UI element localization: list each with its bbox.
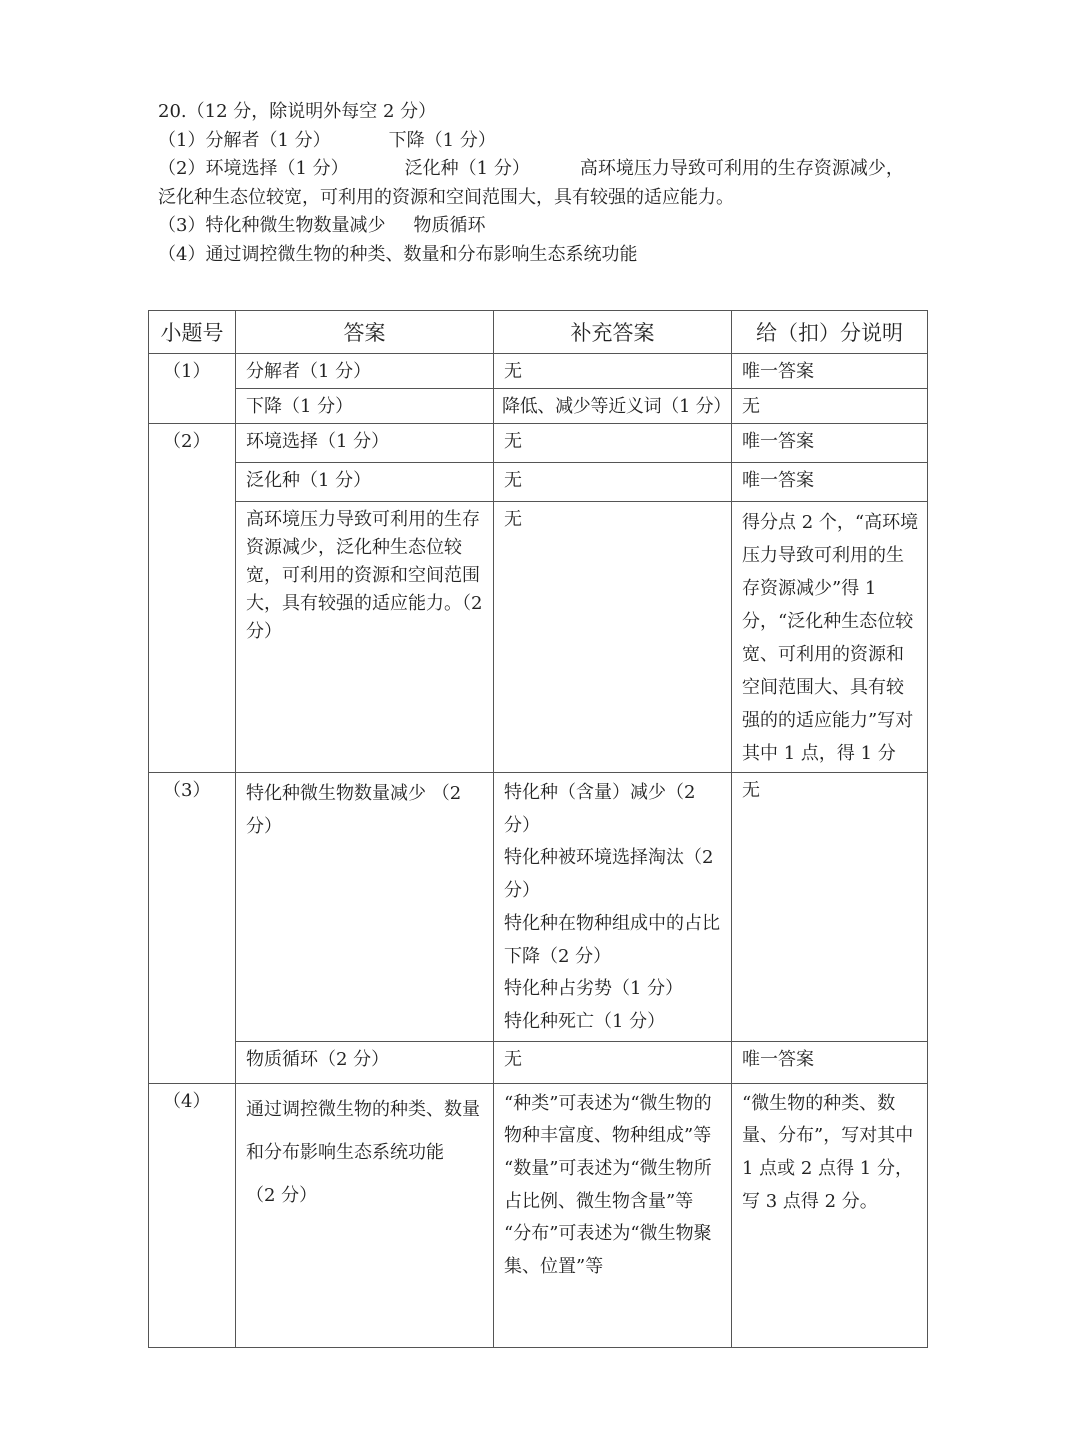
note-cell: 无: [732, 389, 928, 424]
answer-cell: 特化种微生物数量减少 （2 分）: [236, 773, 494, 1042]
supplement-line: 特化种死亡（1 分）: [504, 1010, 666, 1032]
header-supplement: 补充答案: [494, 311, 732, 354]
answer-3a: （3）特化种微生物数量减少: [158, 215, 386, 236]
supplement-line: 特化种被环境选择淘汰（2 分）: [504, 847, 714, 902]
supplement-line: 特化种在物种组成中的占比下降（2 分）: [504, 912, 720, 967]
header-scoring-note: 给（扣）分说明: [732, 311, 928, 354]
answer-1a: （1）分解者（1 分）: [158, 129, 331, 151]
answer-2a: （2）环境选择（1 分）: [158, 158, 349, 179]
table-header-row: [149, 311, 928, 354]
answer-summary: [158, 98, 938, 269]
answer-line-2: [158, 155, 938, 184]
supplement-cell: [494, 1083, 732, 1347]
question-no-4: （4）: [149, 1083, 236, 1347]
supplement-cell: [494, 773, 732, 1042]
question-no-2: （2）: [149, 424, 236, 773]
supplement-cell: 无: [494, 502, 732, 773]
answer-line-1: [158, 127, 938, 156]
supplement-cell: 无: [494, 354, 732, 389]
supplement-line: “数量”可表述为“微生物所占比例、微生物含量”等: [504, 1158, 712, 1212]
answer-2b: 泛化种（1 分）: [404, 158, 530, 179]
question-no-3: （3）: [149, 773, 236, 1084]
note-cell: “微生物的种类、数量、分布”，写对其中 1 点或 2 点得 1 分，写 3 点得 2 分。: [732, 1083, 928, 1347]
note-cell: 唯一答案: [732, 354, 928, 389]
answer-3b: 物质循环: [413, 215, 486, 236]
table-row: [149, 1083, 928, 1347]
table-row: [149, 773, 928, 1042]
answer-line-4: （4）通过调控微生物的种类、数量和分布影响生态系统功能: [158, 243, 638, 265]
answer-cell: 泛化种（1 分）: [236, 463, 494, 502]
answer-cell: 下降（1 分）: [236, 389, 494, 424]
note-cell: 无: [732, 773, 928, 1042]
table-row: [149, 424, 928, 463]
supplement-cell: 降低、减少等近义词（1 分）: [494, 389, 732, 424]
note-cell: 唯一答案: [732, 463, 928, 502]
answer-line: （2 分）: [246, 1184, 318, 1206]
supplement-cell: 无: [494, 463, 732, 502]
note-cell: 唯一答案: [732, 424, 928, 463]
note-cell: 得分点 2 个，“高环境压力导致可利用的生存资源减少”得 1 分，“泛化种生态位较宽、可利用的资源和空间范围大、具有较强的的适应能力”写对其中 1 点，得 1 分: [732, 502, 928, 773]
grading-table: [148, 310, 928, 1348]
supplement-cell: 无: [494, 1041, 732, 1083]
supplement-line: “种类”可表述为“微生物的物种丰富度、物种组成”等: [504, 1092, 712, 1147]
header-question-no: 小题号: [149, 311, 236, 354]
answer-cell: [236, 1083, 494, 1347]
note-cell: 唯一答案: [732, 1041, 928, 1083]
supplement-line: 特化种（含量）减少（2 分）: [504, 782, 696, 836]
question-header: 20.（12 分，除说明外每空 2 分）: [158, 101, 437, 122]
table-row: [149, 502, 928, 773]
answer-cell: 环境选择（1 分）: [236, 424, 494, 463]
table-row: [149, 389, 928, 424]
answer-1b: 下降（1 分）: [388, 129, 496, 151]
answer-line-2-cont: 泛化种生态位较宽，可利用的资源和空间范围大，具有较强的适应能力。: [158, 186, 734, 208]
answer-cell: 物质循环（2 分）: [236, 1041, 494, 1083]
table-row: [149, 1041, 928, 1083]
table-row: [149, 463, 928, 502]
answer-cell: 分解者（1 分）: [236, 354, 494, 389]
supplement-line: “分布”可表述为“微生物聚集、位置”等: [504, 1223, 712, 1278]
answer-line: 通过调控微生物的种类、数量和分布影响生态系统功能: [246, 1098, 480, 1163]
question-no-1: （1）: [149, 354, 236, 424]
table-row: [149, 354, 928, 389]
header-answer: 答案: [236, 311, 494, 354]
supplement-cell: 无: [494, 424, 732, 463]
supplement-line: 特化种占劣势（1 分）: [504, 978, 684, 1000]
answer-line-3: [158, 212, 938, 241]
answer-cell: 高环境压力导致可利用的生存资源减少，泛化种生态位较宽，可利用的资源和空间范围大，具有较强的适应能力。（2 分）: [236, 502, 494, 773]
answer-2c: 高环境压力导致可利用的生存资源减少，: [579, 158, 904, 179]
